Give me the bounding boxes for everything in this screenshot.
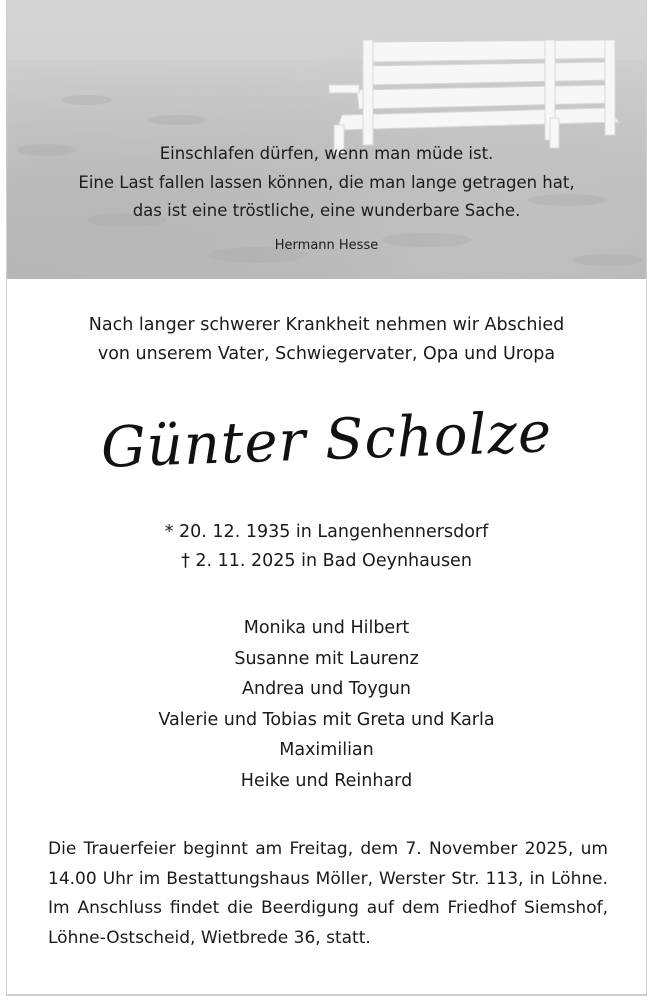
family-list [7, 613, 646, 796]
intro-line: von unserem Vater, Schwiegervater, Opa und Uropa [97, 344, 556, 364]
family-member: Valerie und Tobias mit Greta und Karla [158, 709, 495, 730]
intro-text [7, 311, 646, 369]
funeral-service-info [48, 835, 608, 953]
birth-date: * 20. 12. 1935 in Langenhennersdorf [164, 522, 489, 542]
deceased-name: Günter Scholze [99, 400, 554, 481]
quote-line: Eine Last fallen lassen können, die man lange getragen hat, [78, 172, 575, 192]
quote-line: das ist eine tröstliche, eine wunderbare Sache. [132, 201, 521, 220]
family-member: Andrea und Toygun [242, 679, 411, 699]
life-dates [7, 518, 646, 576]
family-member: Susanne mit Laurenz [234, 648, 419, 669]
family-member: Heike und Reinhard [240, 770, 413, 791]
quote-author: Hermann Hesse [274, 237, 379, 253]
quote [7, 140, 646, 260]
family-member: Maximilian [279, 740, 374, 760]
header-photo-bench [7, 0, 646, 279]
intro-line: Nach langer schwerer Krankheit nehmen wir Abschied [88, 315, 565, 335]
death-date: † 2. 11. 2025 in Bad Oeynhausen [181, 551, 472, 571]
service-text: Die Trauerfeier beginnt am Freitag, dem 7. November 2025, um 14.00 Uhr im Bestattungshaus Möller, Werster Str. 113, in Löhne. Im Anschluss findet die Beerdigung auf dem Friedhof Siemshof, Löhne-Ostscheid, Wietbrede 36, statt. [48, 839, 608, 948]
quote-line: Einschlafen dürfen, wenn man müde ist. [159, 144, 494, 163]
family-member: Monika und Hilbert [243, 618, 410, 638]
